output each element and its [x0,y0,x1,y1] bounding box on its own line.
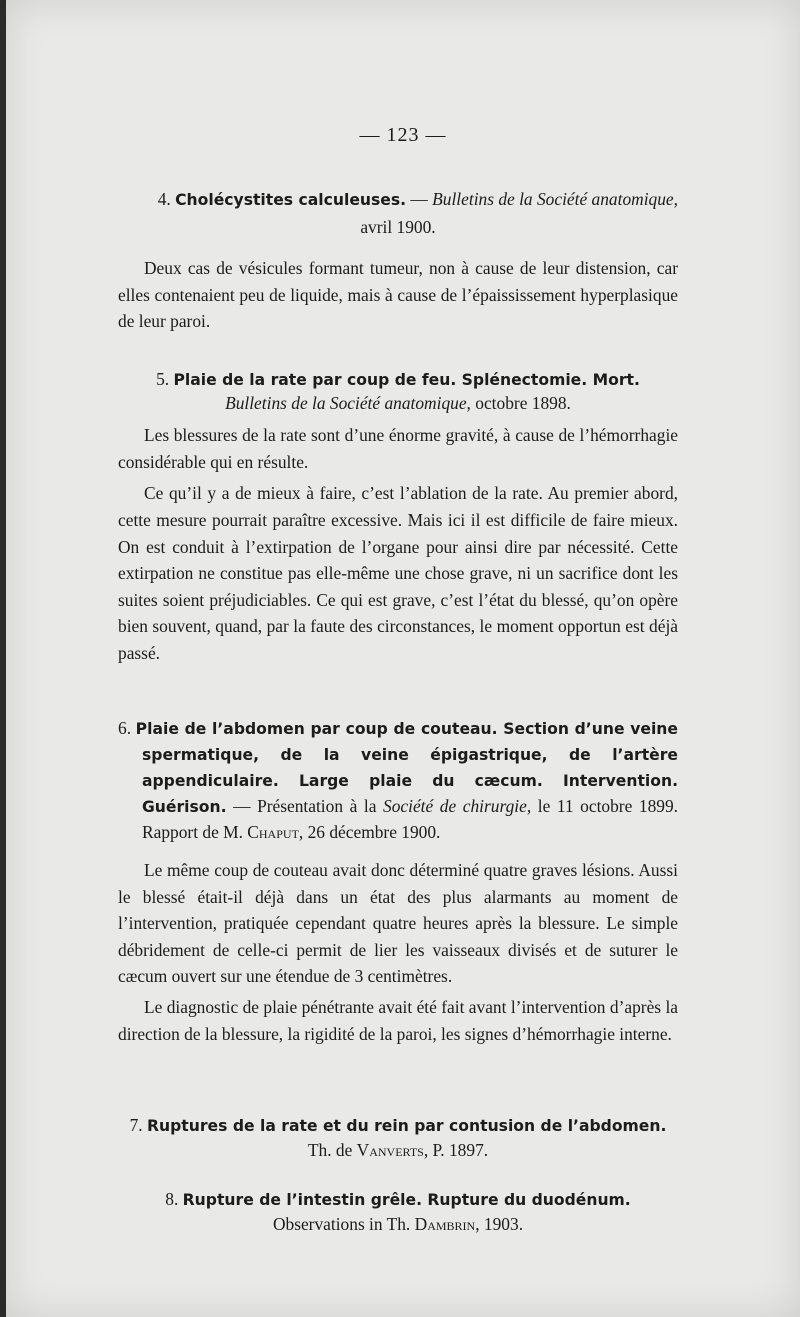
section-4-heading: 4. Cholécystites calculeuses. — Bulletins de la Société anatomique, [157,189,678,209]
section-6-reporter: Chaput [247,822,299,842]
section-7-title: Ruptures de la rate et du rein par contusion de l’abdomen. [147,1117,667,1135]
section-4-source-journal: Bulletins de la Société anatomique, [432,189,678,209]
section-8-title: Rupture de l’intestin grêle. Rupture du duodénum. [182,1191,631,1209]
section-7-source: Th. de Vanverts, P. 1897. [307,1139,489,1160]
section-7-heading [118,1112,678,1140]
section-4-date: avril 1900. [360,216,436,237]
section-8-number: 8. [165,1189,179,1209]
section-5-source-date: octobre 1898. [470,392,571,413]
section-6-number: 6. [118,718,132,738]
section-8 [118,1186,678,1237]
section-6-paragraph-1: Le même coup de couteau avait donc déterminé quatre graves lésions. Aussi le blessé était-il déjà dans un état des plus alarmants au moment de l’intervention, pratiquée cependant quatre heures après la blessure. Le simple débridement de celle-ci permit de lier les vaisseaux divisés et de suturer le cæcum ouvert sur une étendue de 3 centimètres. [118,860,678,987]
section-6-society: Société de chirurgie, [383,796,532,816]
section-5-title: Plaie de la rate par coup de feu. Splénectomie. Mort. [173,371,640,389]
section-6 [118,716,678,1047]
section-7-number: 7. [129,1115,143,1135]
section-5-number: 5. [156,369,170,389]
section-5-paragraph-1: Les blessures de la rate sont d’une énorme gravité, à cause de l’hémorrhagie considérable qui en résulte. [118,425,678,472]
section-5-source-journal: Bulletins de la Société anatomique, [225,392,471,413]
section-6-title: Plaie de l’abdomen par coup de couteau. Section d’une veine spermatique, de la veine épigastrique, de l’artère appendiculaire. Large plaie du cæcum. Intervention. Guérison. [135,720,678,816]
section-7 [118,1112,678,1163]
section-6-paragraph-2: Le diagnostic de plaie pénétrante avait été fait avant l’intervention d’après la direction de la blessure, la rigidité de la paroi, les signes d’hémorrhagie interne. [118,996,678,1044]
section-8-author: Dambrin [414,1213,476,1234]
section-4-paragraph: Deux cas de vésicules formant tumeur, non à cause de leur distension, car elles contenaient peu de liquide, mais à cause de l’épaississement hyperplasique de leur paroi. [118,258,678,332]
section-4-number: 4. [157,189,171,209]
section-6-heading: 6. Plaie de l’abdomen par coup de couteau. Section d’une veine spermatique, de la veine épigastrique, de l’artère appendiculaire. Large plaie du cæcum. Intervention. Guérison. — Présentation à la Société de chirurgie, le 11 octobre 1899. Rapport de M. Chaput, 26 décembre 1900. [118,718,679,842]
section-4 [118,186,678,335]
book-page [6,0,800,1317]
section-7-author: Vanverts [356,1139,424,1160]
section-8-heading [118,1186,678,1214]
section-6-presentation: Présentation à la [257,796,383,816]
section-4-title: Cholécystites calculeuses. [175,191,407,209]
section-5-paragraph-2: Ce qu’il y a de mieux à faire, c’est l’ablation de la rate. Au premier abord, cette mesure pourrait paraître excessive. Mais ici il est difficile de faire mieux. On est conduit à l’extirpation de l’organe pour ainsi dire par nécessité. Cette extirpation ne constitue pas elle-même une chose grave, ni un sacrifice dont les suites soient préjudiciables. Ce qui est grave, c’est l’état du blessé, qu’on opère bien souvent, quand, par la faute des circonstances, le moment opportun est déjà passé. [118,483,678,663]
section-5 [118,366,678,667]
page-number: — 123 — [359,124,447,146]
section-8-source: Observations in Th. Dambrin, 1903. [272,1213,524,1234]
